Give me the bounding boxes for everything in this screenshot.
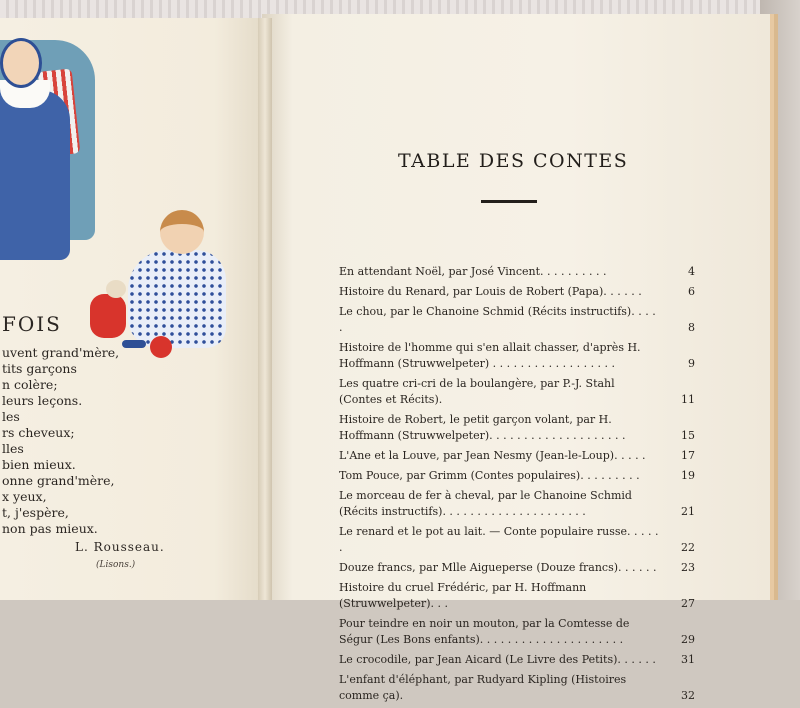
toc-entry-title: Le renard et le pot au lait. — Conte populaire russe. . . . . . [339,525,659,554]
poem-line: n colère; [2,377,58,392]
toc-entry [339,524,695,556]
toc-entry-title: Pour teindre en noir un mouton, par la Comtesse de Ségur (Les Bons enfants). . . . . . . . . . . . . . . . . . . . . [339,617,630,646]
poem-line: onne grand'mère, [2,473,115,488]
toc-entry [339,412,695,444]
toc-entry-title: En attendant Noël, par José Vincent. . . . . . . . . . [339,265,607,278]
toc-entry-page: 6 [688,285,695,298]
toc-entry-page: 8 [688,321,695,334]
poem-line: lles [2,441,24,456]
toc-entry-title: Le morceau de fer à cheval, par le Chanoine Schmid (Récits instructifs). . . . . . . . . . . . . . . . . . . . . [339,489,632,518]
toc-entry-page: 32 [681,689,695,702]
toc-entry-title: Histoire du cruel Frédéric, par H. Hoffmann (Struwwelpeter). . . [339,581,587,610]
toc-entry-page: 23 [681,561,695,574]
toc-entry [339,264,695,280]
poem-source: (Lisons.) [96,560,136,570]
poem-line: bien mieux. [2,457,76,472]
toc-entry-title: Tom Pouce, par Grimm (Contes populaires). . . . . . . . . [339,469,640,482]
toc-entry [339,652,695,668]
book-gutter [258,18,272,600]
poem-line: non pas mieux. [2,521,98,536]
poem-signature: L. Rousseau. [75,540,165,554]
toc-entry-page: 4 [688,265,695,278]
toc-entry [339,284,695,300]
toc-entry-page: 29 [681,633,695,646]
poem-line: les [2,409,20,424]
toc-entry [339,340,695,372]
toc-entry [339,672,695,704]
toc-entry-page: 22 [681,541,695,554]
toc-entry-title: L'enfant d'éléphant, par Rudyard Kipling (Histoires comme ça). [339,673,627,702]
toc-entry-title: Histoire de l'homme qui s'en allait chasser, d'après H. Hoffmann (Struwwelpeter) . . . . . . . . . . . . . . . . . . [339,341,641,370]
toc-entry-title: Les quatre cri-cri de la boulangère, par P.-J. Stahl (Contes et Récits). [339,377,615,406]
toc-entry-page: 27 [681,597,695,610]
toc-entry-page: 31 [681,653,695,666]
toc-entry-title: Douze francs, par Mlle Aigueperse (Douze francs). . . . . . [339,561,657,574]
toc-entry [339,448,695,464]
toc-entry [339,304,695,336]
girl-head-illustration [160,210,204,254]
poem-title-fragment: FOIS [2,312,62,336]
girl-shoe-illustration [122,340,146,348]
grandmother-head-illustration [0,38,42,88]
toc-entry [339,580,695,612]
grandmother-dress-illustration [0,90,70,260]
title-rule [481,200,537,203]
toc-entry-title: Le chou, par le Chanoine Schmid (Récits instructifs). . . . . [339,305,656,334]
toc-entry-page: 19 [681,469,695,482]
toc-entry-page: 9 [688,357,695,370]
doll-head-illustration [106,280,126,298]
toc-entry [339,468,695,484]
red-ball-illustration [150,336,172,358]
toc-entry-title: Histoire du Renard, par Louis de Robert (Papa). . . . . . [339,285,642,298]
toc-entry-title: Histoire de Robert, le petit garçon volant, par H. Hoffmann (Struwwelpeter). . . . . . . . . . . . . . . . . . . . [339,413,626,442]
girl-dress-illustration [128,250,226,348]
toc-entry-page: 11 [681,393,695,406]
toc-entry-title: Le crocodile, par Jean Aicard (Le Livre des Petits). . . . . . [339,653,656,666]
poem-line: x yeux, [2,489,47,504]
poem-line: t, j'espère, [2,505,69,520]
poem-line: tits garçons [2,361,77,376]
toc-entry-page: 17 [681,449,695,462]
toc-entry-page: 21 [681,505,695,518]
poem-line: uvent grand'mère, [2,345,120,360]
toc-entry-page: 15 [681,429,695,442]
poem-line: leurs leçons. [2,393,83,408]
toc-entry-title: L'Ane et la Louve, par Jean Nesmy (Jean-le-Loup). . . . . [339,449,646,462]
table-of-contents [339,264,695,708]
toc-entry [339,376,695,408]
page-title: TABLE DES CONTES [398,150,629,172]
toc-entry [339,616,695,648]
toc-entry [339,560,695,576]
poem-line: rs cheveux; [2,425,75,440]
toc-entry [339,488,695,520]
doll-illustration [90,294,126,338]
